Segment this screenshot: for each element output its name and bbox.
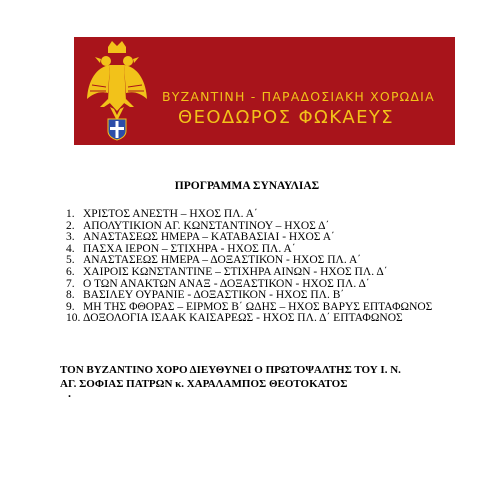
item-number: 9. (66, 300, 75, 313)
item-text: ΑΝΑΣΤΑΣΕΩΣ ΗΜΕΡΑ – ΚΑΤΑΒΑΣΙΑΙ - ΗΧΟΣ Α΄ (83, 231, 335, 244)
item-text: ΧΑΙΡΟΙΣ ΚΩΝΣΤΑΝΤΙΝΕ – ΣΤΙΧΗΡΑ ΑΙΝΩΝ - ΗΧΟΣ ΠΛ. Δ΄ (83, 265, 388, 278)
item-text: ΠΑΣΧΑ ΙΕΡΟΝ – ΣΤΙΧΗΡΑ - ΗΧΟΣ ΠΛ. Α΄ (83, 242, 296, 255)
item-text: Ο ΤΩΝ ΑΝΑΚΤΩΝ ΑΝΑΞ - ΔΟΞΑΣΤΙΚΟΝ - ΗΧΟΣ ΠΛ. Δ΄ (83, 277, 370, 290)
item-number: 3. (66, 231, 75, 244)
program-title: ΠΡΟΓΡΑΜΜΑ ΣΥΝΑΥΛΙΑΣ (174, 180, 320, 192)
list-item (66, 267, 486, 279)
item-text: ΔΟΞΟΛΟΓΙΑ ΙΣΑΑΚ ΚΑΙΣΑΡΕΩΣ - ΗΧΟΣ ΠΛ. Δ΄ ΕΠΤΑΦΩΝΟΣ (83, 312, 403, 325)
director-note-line1: ΤΟΝ ΒΥΖΑΝΤΙΝΟ ΧΟΡΟ ΔΙΕΥΘΥΝΕΙ Ο ΠΡΩΤΟΨΑΛΤΗΣ ΤΟΥ Ι. Ν. (60, 364, 401, 376)
list-item (66, 313, 486, 325)
item-number: 5. (66, 254, 75, 267)
item-text: ΑΝΑΣΤΑΣΕΩΣ ΗΜΕΡΑ – ΔΟΞΑΣΤΙΚΟΝ - ΗΧΟΣ ΠΛ. Α΄ (83, 254, 362, 267)
item-number: 6. (66, 265, 75, 278)
item-number: 7. (66, 277, 75, 290)
item-text: ΜΗ ΤΗΣ ΦΘΟΡΑΣ – ΕΙΡΜΟΣ Β΄ ΩΔΗΣ – ΗΧΟΣ ΒΑΡΥΣ ΕΠΤΑΦΩΝΟΣ (83, 300, 433, 313)
choir-subtitle: ΒΥΖΑΝΤΙΝΗ - ΠΑΡΑΔΟΣΙΑΚΗ ΧΟΡΩΔΙΑ (162, 89, 435, 104)
item-number: 8. (66, 289, 75, 302)
choir-banner (74, 37, 455, 145)
item-number: 2. (66, 219, 75, 232)
item-text: ΒΑΣΙΛΕΥ ΟΥΡΑΝΙΕ - ΔΟΞΑΣΤΙΚΟΝ - ΗΧΟΣ ΠΛ. Β΄ (83, 289, 345, 302)
item-number: 1. (66, 208, 75, 220)
program-list (66, 209, 486, 325)
item-text: ΑΠΟΛΥΤΙΚΙΟΝ ΑΓ. ΚΩΝΣΤΑΝΤΙΝΟΥ – ΗΧΟΣ Δ΄ (83, 219, 330, 232)
item-number: 10. (66, 312, 81, 325)
choir-name: ΘΕΟΔΩΡΟΣ ΦΩΚΑΕΥΣ (178, 107, 395, 128)
list-item (66, 209, 486, 221)
trailing-dot: . (68, 386, 71, 400)
item-number: 4. (66, 242, 75, 255)
list-item (66, 290, 486, 302)
director-note-line2: ΑΓ. ΣΟΦΙΑΣ ΠΑΤΡΩΝ κ. ΧΑΡΑΛΑΜΠΟΣ ΘΕΟΤΟΚΑΤΟΣ (60, 377, 348, 390)
director-note (60, 364, 490, 391)
item-text: ΧΡΙΣΤΟΣ ΑΝΕΣΤΗ – ΗΧΟΣ ΠΛ. Α΄ (83, 208, 258, 220)
double-headed-eagle-icon (86, 41, 148, 141)
